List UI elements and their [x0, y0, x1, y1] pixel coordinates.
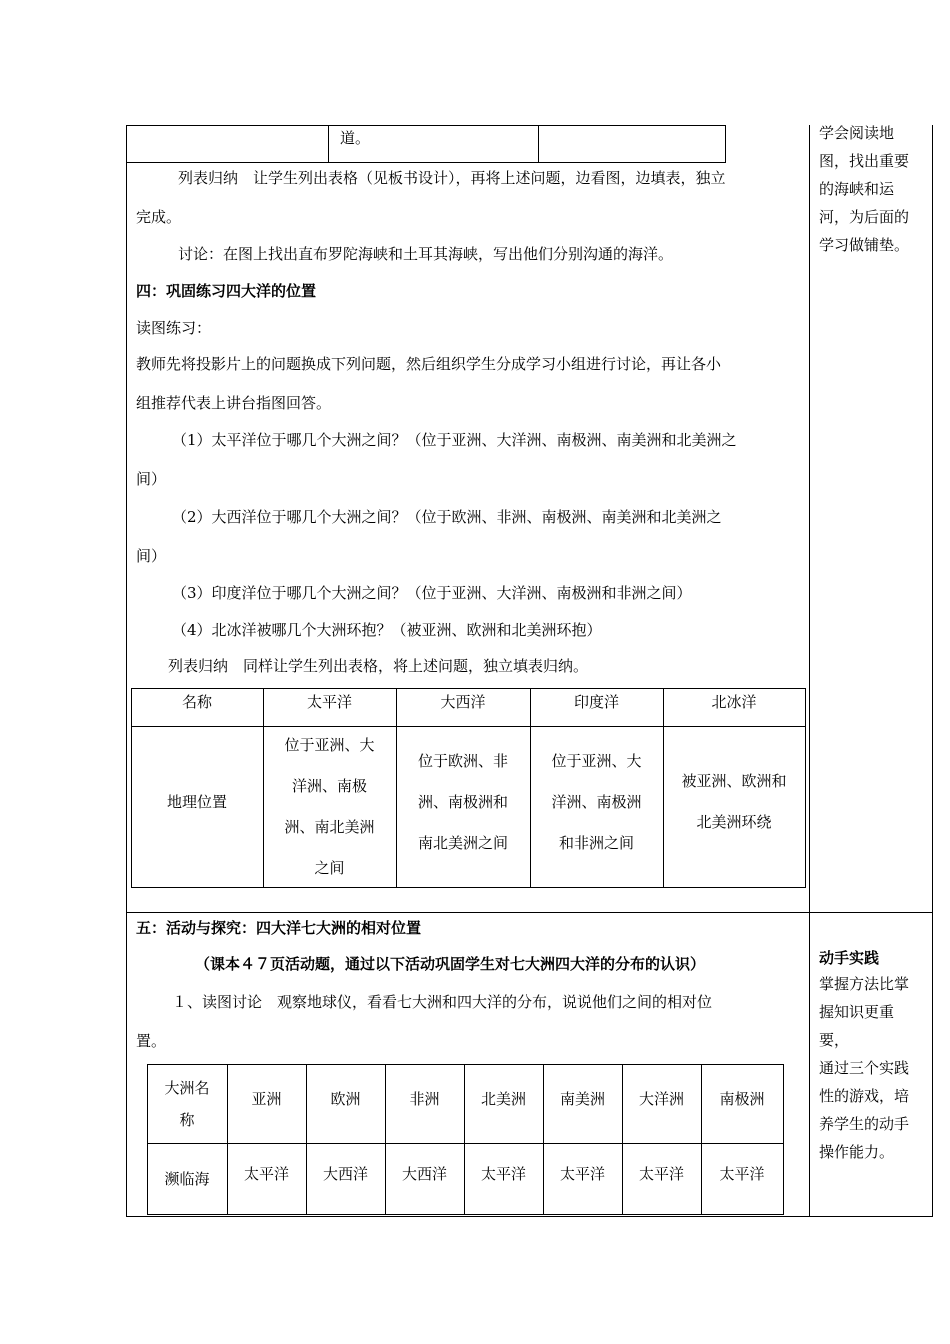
- section-divider: [126, 912, 933, 913]
- continent-north-america: 北美洲: [480, 1089, 526, 1108]
- ocean-header-pacific: 太平洋: [306, 693, 352, 711]
- reading-label: 读图练习：: [136, 319, 212, 337]
- item1-line2: 置。: [136, 1032, 167, 1050]
- outer-bottom-border: [126, 1216, 933, 1217]
- continent-asia: 亚洲: [251, 1089, 282, 1108]
- continent-south-america: 南美洲: [559, 1089, 605, 1108]
- question-1-line1: （1）太平洋位于哪几个大洲之间？（位于亚洲、大洋洲、南极洲、南美洲和北美洲之: [172, 431, 737, 449]
- section5-subheading: （课本４７页活动题，通过以下活动巩固学生对七大洲四大洋的分布的认识）: [195, 955, 706, 973]
- sea-south-america: 太平洋: [559, 1165, 605, 1183]
- side-note-hands-on: 掌握方法比掌 握知识更重 要， 通过三个实践 性的游戏，培 养学生的动手 操作能力。: [819, 975, 910, 1161]
- teacher-text-line2: 组推荐代表上讲台指图回答。: [136, 394, 332, 412]
- column-divider: [809, 125, 810, 1217]
- question-3: （3）印度洋位于哪几个大洲之间？（位于亚洲、大洋洲、南极洲和非洲之间）: [172, 584, 692, 602]
- section5-heading: 五：活动与探究：四大洋七大洲的相对位置: [136, 919, 422, 937]
- continent-europe: 欧洲: [330, 1089, 361, 1108]
- sea-north-america: 太平洋: [480, 1165, 526, 1183]
- ocean-header-name: 名称: [181, 693, 212, 711]
- summary-text: 列表归纳 同样让学生列出表格，将上述问题，独立填表归纳。: [168, 657, 589, 675]
- outer-left-border: [126, 125, 127, 1217]
- sea-asia: 太平洋: [243, 1165, 289, 1183]
- atlantic-location: 位于欧洲、非 洲、南极洲和 南北美洲之间: [417, 751, 508, 852]
- question-2-line1: （2）大西洋位于哪几个大洲之间？（位于欧洲、非洲、南极洲、南美洲和北美洲之: [172, 508, 722, 526]
- side-note-reading-maps: 学会阅读地 图，找出重要 的海峡和运 河，为后面的 学习做铺垫。: [819, 124, 910, 254]
- arctic-location: 被亚洲、欧洲和 北美洲环绕: [681, 772, 787, 831]
- question-4: （4）北冰洋被哪几个大洲环抱？（被亚洲、欧洲和北美洲环抱）: [172, 621, 602, 639]
- sea-europe: 大西洋: [322, 1165, 368, 1183]
- list-summary-line1: 列表归纳 让学生列出表格（见板书设计），再将上述问题，边看图，边填表，独立: [178, 169, 726, 187]
- question-2-line2: 间）: [136, 547, 167, 565]
- ocean-header-atlantic: 大西洋: [440, 693, 486, 711]
- continent-africa: 非洲: [409, 1089, 440, 1108]
- ocean-header-arctic: 北冰洋: [711, 693, 757, 711]
- outer-right-border: [932, 125, 933, 1217]
- teacher-text-line1: 教师先将投影片上的问题换成下列问题，然后组织学生分成学习小组进行讨论，再让各小: [136, 355, 722, 373]
- section4-heading: 四：巩固练习四大洋的位置: [136, 282, 317, 300]
- side-note-hands-on-title: 动手实践: [819, 949, 880, 967]
- continent-oceania: 大洋洲: [638, 1089, 684, 1108]
- question-1-line2: 间）: [136, 470, 167, 488]
- continent-antarctica: 南极洲: [719, 1089, 765, 1108]
- indian-location: 位于亚洲、大 洋洲、南极洲 和非洲之间: [551, 751, 642, 852]
- sea-row-label: 濒临海: [164, 1170, 210, 1188]
- pacific-location: 位于亚洲、大 洋洲、南极 洲、南北美洲 之间: [284, 736, 375, 877]
- ocean-header-indian: 印度洋: [573, 693, 619, 711]
- list-summary-line2: 完成。: [136, 208, 182, 226]
- discussion-text: 讨论：在图上找出直布罗陀海峡和土耳其海峡，写出他们分别沟通的海洋。: [178, 245, 674, 263]
- sea-africa: 大西洋: [401, 1165, 447, 1183]
- sea-antarctica: 太平洋: [719, 1165, 765, 1183]
- sea-oceania: 太平洋: [638, 1165, 684, 1183]
- top-table-cell: 道。: [340, 129, 371, 147]
- continent-header-label: 大洲名 称: [164, 1078, 210, 1129]
- ocean-row-label: 地理位置: [166, 793, 227, 811]
- item1-line1: １、读图讨论 观察地球仪，看看七大洲和四大洋的分布，说说他们之间的相对位: [172, 993, 713, 1011]
